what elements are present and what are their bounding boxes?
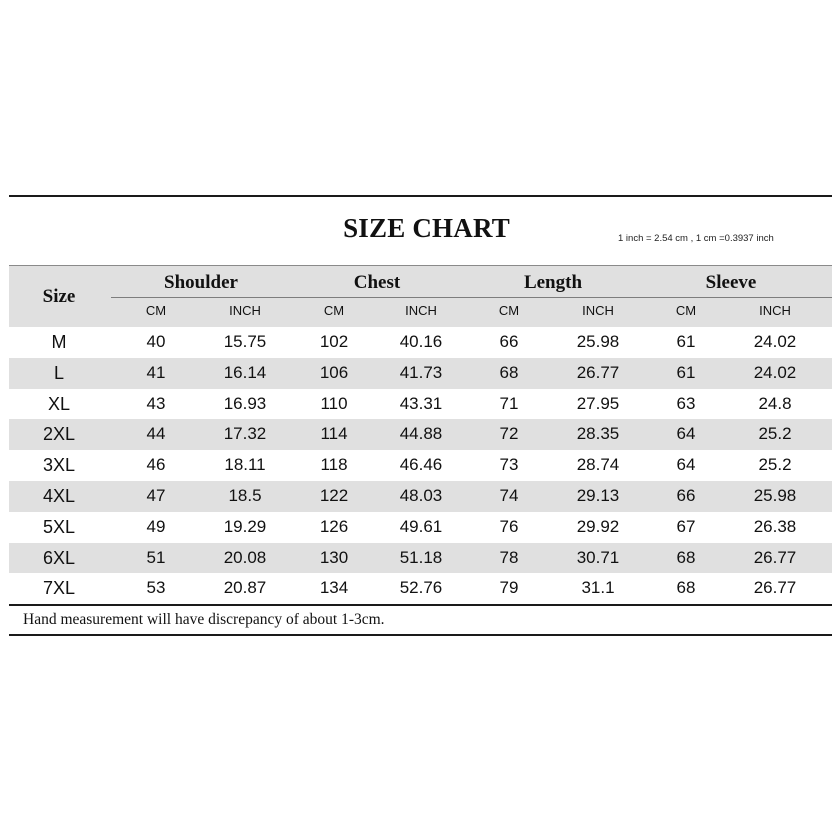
table-cell: 102 [319,332,349,351]
table-cell: 28.74 [576,455,620,475]
unit-label: INCH [405,303,437,318]
table-cell: 68 [499,362,519,382]
table-header [9,265,832,327]
table-cell: 46 [146,455,166,475]
table-cell: 31.1 [581,578,615,598]
table-body [9,327,832,604]
table-cell: 134 [319,578,349,598]
table-cell: 51 [146,547,166,567]
table-cell: 40 [146,332,166,351]
table-cell: 48.03 [399,485,443,505]
table-row [9,358,832,389]
table-cell: 78 [499,547,519,567]
bottom-rule [9,634,832,636]
table-row [9,481,832,512]
table-cell: 53 [146,578,166,598]
unit-label: INCH [759,303,791,318]
table-cell: 61 [676,332,696,351]
size-chart [9,195,832,636]
table-cell: 18.5 [228,485,262,505]
chart-title: SIZE CHART [343,213,510,243]
table-cell: 17.32 [223,424,267,444]
unit-label: CM [498,303,520,318]
table-cell: 64 [676,424,696,444]
table-cell: 25.98 [576,332,620,351]
table-cell: 24.02 [753,362,797,382]
table-cell: 26.77 [576,362,620,382]
table-cell: 24.8 [758,393,792,413]
table-row [9,573,832,604]
table-cell: 41.73 [399,362,443,382]
table-cell: 68 [676,547,696,567]
table-cell: 47 [146,485,166,505]
table-cell: 110 [320,393,348,413]
table-cell: 130 [319,547,349,567]
size-cell: 7XL [42,578,76,599]
table-cell: 26.77 [753,578,797,598]
table-cell: 25.2 [758,424,792,444]
size-cell: 4XL [42,485,76,506]
title-row [9,197,832,265]
unit-label: CM [145,303,167,318]
unit-label: INCH [582,303,614,318]
table-cell: 29.92 [576,516,620,536]
table-cell: 66 [499,332,519,351]
table-cell: 61 [676,362,696,382]
table-cell: 26.77 [753,547,797,567]
table-row [9,543,832,574]
table-cell: 25.2 [758,455,792,475]
table-cell: 63 [676,393,696,413]
table-cell: 16.93 [223,393,267,413]
size-cell: L [53,362,64,383]
size-cell: 5XL [42,516,76,537]
table-cell: 51.18 [399,547,443,567]
table-cell: 16.14 [223,362,267,382]
size-cell: 6XL [42,547,76,568]
sleeve-header: Sleeve [705,272,757,293]
measurement-note: Hand measurement will have discrepancy of about 1-3cm. [23,611,385,629]
table-cell: 43 [146,393,166,413]
table-cell: 41 [146,362,166,382]
conversion-note: 1 inch = 2.54 cm , 1 cm =0.3937 inch [618,233,774,244]
table-cell: 40.16 [399,332,443,351]
table-cell: 43.31 [399,393,443,413]
table-cell: 15.75 [223,332,267,351]
table-cell: 72 [499,424,519,444]
size-column-header: Size [42,285,76,307]
table-cell: 67 [676,516,696,536]
table-cell: 79 [499,578,519,598]
table-cell: 126 [319,516,349,536]
table-cell: 26.38 [753,516,797,536]
table-cell: 76 [499,516,519,536]
table-cell: 25.98 [753,485,797,505]
size-cell: 2XL [42,424,76,445]
table-cell: 46.46 [399,455,443,475]
table-row [9,450,832,481]
table-cell: 114 [320,424,348,444]
shoulder-header: Shoulder [164,272,238,293]
table-row [9,512,832,543]
table-cell: 66 [676,485,696,505]
size-cell: XL [47,393,71,414]
table-cell: 20.87 [223,578,267,598]
length-header: Length [523,272,583,293]
table-cell: 27.95 [576,393,620,413]
table-cell: 28.35 [576,424,620,444]
unit-label: CM [323,303,345,318]
table-cell: 52.76 [399,578,443,598]
table-cell: 18.11 [224,455,266,475]
table-cell: 24.02 [753,332,797,351]
table-row [9,389,832,420]
table-cell: 118 [320,455,348,475]
table-cell: 44 [146,424,166,444]
header-divider [111,297,832,298]
chest-header: Chest [353,272,401,293]
table-cell: 30.71 [576,547,620,567]
size-cell: 3XL [42,455,76,476]
table-cell: 49.61 [399,516,443,536]
table-cell: 20.08 [223,547,267,567]
table-cell: 68 [676,578,696,598]
table-row [9,327,832,358]
unit-label: INCH [229,303,261,318]
table-cell: 74 [499,485,519,505]
table-cell: 29.13 [576,485,620,505]
unit-label: CM [675,303,697,318]
table-cell: 49 [146,516,166,536]
size-cell: M [51,332,67,352]
table-cell: 106 [319,362,349,382]
table-cell: 64 [676,455,696,475]
table-cell: 73 [499,455,519,475]
table-row [9,419,832,450]
table-cell: 19.29 [223,516,267,536]
table-cell: 44.88 [399,424,443,444]
table-cell: 122 [319,485,349,505]
table-cell: 71 [499,393,519,413]
